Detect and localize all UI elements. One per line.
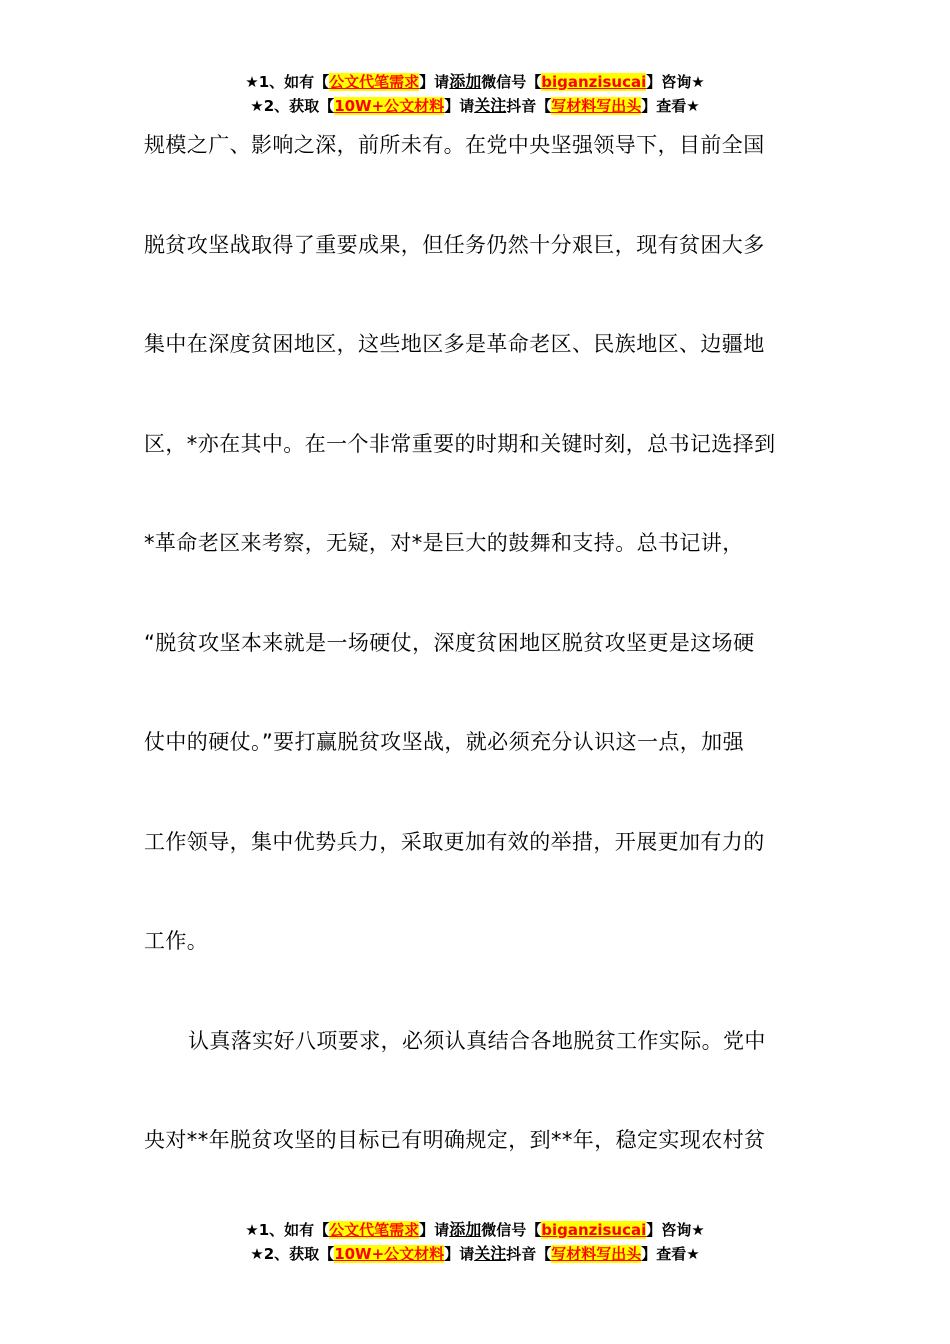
highlight-materials: 10W+公文材料 [334, 1245, 445, 1263]
banner-text: ★1、如有【 [245, 73, 330, 91]
highlight-service: 公文代笔需求 [329, 1221, 420, 1239]
body-line: 工作领导，集中优势兵力，采取更加有效的举措，开展更加有力的 [144, 829, 765, 854]
highlight-douyin-id: 写材料写出头 [551, 1245, 642, 1263]
body-line: 集中在深度贫困地区，这些地区多是革命老区、民族地区、边疆地 [144, 332, 765, 356]
document-body [144, 129, 824, 1224]
banner-text: 抖音【 [506, 97, 552, 115]
footer-banner [0, 1218, 950, 1266]
banner-text: 微信号【 [481, 1221, 542, 1239]
banner-line-1 [0, 70, 950, 94]
highlight-wechat-id: biganzisucai [541, 1221, 647, 1239]
body-line: 规模之广、影响之深，前所未有。在党中央坚强领导下，目前全国 [144, 133, 765, 157]
banner-text: 】请 [444, 97, 475, 115]
header-banner [0, 70, 950, 118]
emphasis-text: 添加 [449, 1220, 482, 1239]
paragraph-start-line: 认真落实好八项要求，必须认真结合各地脱贫工作实际。党中 [188, 1028, 766, 1053]
banner-text: ★2、获取【 [250, 97, 335, 115]
body-line: “脱贫攻坚本来就是一场硬仗，深度贫困地区脱贫攻坚更是这场硬 [144, 630, 755, 655]
body-line: 仗中的硬仗。”要打赢脱贫攻坚战，就必须充分认识这一点，加强 [144, 730, 744, 754]
body-line: 央对**年脱贫攻坚的目标已有明确规定，到**年，稳定实现农村贫 [144, 1128, 766, 1152]
highlight-douyin-id: 写材料写出头 [551, 97, 642, 115]
body-line: 区，*亦在其中。在一个非常重要的时期和关键时刻，总书记选择到 [144, 431, 776, 456]
body-line: *革命老区来考察，无疑，对*是巨大的鼓舞和支持。总书记讲， [144, 531, 744, 555]
banner-line-2 [0, 94, 950, 118]
banner-text: ★2、获取【 [250, 1245, 335, 1263]
banner-text: ★1、如有【 [245, 1221, 330, 1239]
banner-line-2 [0, 1242, 950, 1266]
banner-text: 】查看★ [641, 97, 700, 115]
banner-text: 抖音【 [506, 1245, 552, 1263]
banner-text: 】请 [419, 73, 450, 91]
body-line: 工作。 [144, 929, 209, 953]
highlight-wechat-id: biganzisucai [541, 73, 647, 91]
emphasis-text: 关注 [474, 1244, 507, 1263]
highlight-materials: 10W+公文材料 [334, 97, 445, 115]
banner-text: 微信号【 [481, 73, 542, 91]
banner-text: 】咨询★ [646, 1221, 705, 1239]
emphasis-text: 添加 [449, 72, 482, 91]
banner-text: 】咨询★ [646, 73, 705, 91]
banner-line-1 [0, 1218, 950, 1242]
highlight-service: 公文代笔需求 [329, 73, 420, 91]
emphasis-text: 关注 [474, 96, 507, 115]
banner-text: 】请 [419, 1221, 450, 1239]
banner-text: 】查看★ [641, 1245, 700, 1263]
body-line: 脱贫攻坚战取得了重要成果，但任务仍然十分艰巨，现有贫困大多 [144, 232, 765, 257]
banner-text: 】请 [444, 1245, 475, 1263]
